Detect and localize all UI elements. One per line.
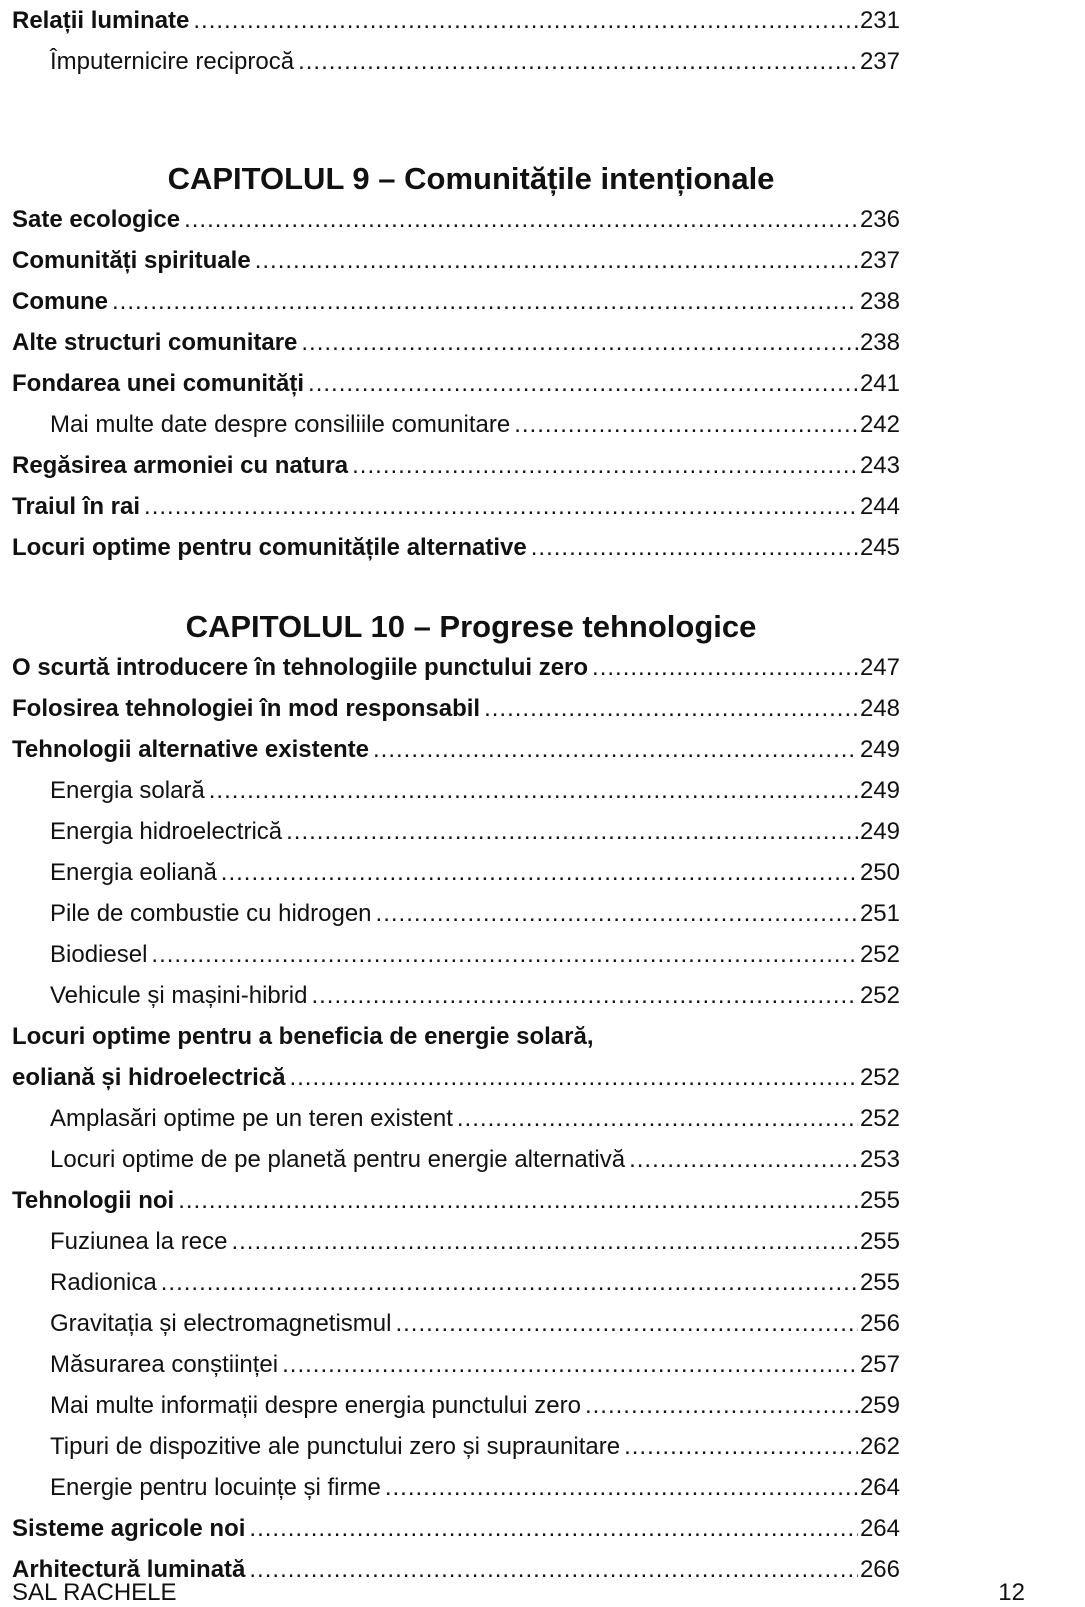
toc-entry-label: Radionica [50,1269,157,1296]
chapter-9-title: CAPITOLUL 9 – Comunitățile intenționale [167,161,775,196]
toc-entry-label: Energia eoliană [50,859,217,886]
dot-leader [161,1262,858,1303]
toc-entry-wrapped-line2 [12,1057,900,1098]
toc-entry-page: 249 [859,818,900,845]
toc-entry-label: Vehicule și mașini-hibrid [50,982,308,1009]
toc-entry-page: 264 [859,1515,900,1542]
toc-entry-label: Gravitația și electromagnetismul [50,1310,392,1337]
toc-entry-label: Locuri optime pentru comunitățile alternative [12,534,527,561]
toc-entry [12,975,900,1016]
toc-entry-label: Amplasări optime pe un teren existent [50,1105,453,1132]
toc-entry [12,893,900,934]
toc-entry [12,445,900,486]
footer-page-number: 12 [998,1579,1025,1606]
dot-leader [385,1467,858,1508]
toc-entry-label: Sisteme agricole noi [12,1515,246,1542]
toc-entry-page: 247 [859,654,900,681]
toc-entry [12,647,900,688]
dot-leader [585,1385,858,1426]
toc-entry [12,0,900,41]
dot-leader [231,1221,858,1262]
toc-entry-label: Pile de combustie cu hidrogen [50,900,372,927]
toc-entry [12,1262,900,1303]
dot-leader [144,486,858,527]
dot-leader [282,1344,858,1385]
dot-leader [249,1549,858,1590]
footer-author: SAL RACHELE [12,1579,177,1606]
chapter-10-title: CAPITOLUL 10 – Progrese tehnologice [185,609,757,644]
toc-entry [12,688,900,729]
toc-entry [12,1139,900,1180]
toc-entry [12,1385,900,1426]
dot-leader [484,688,858,729]
toc-entry-label: Tehnologii noi [12,1187,175,1214]
dot-leader [531,527,858,568]
toc-entry-page: 256 [859,1310,900,1337]
toc-entry-page: 238 [859,288,900,315]
toc-entry-page: 262 [859,1433,900,1460]
toc-entry-label: Mai multe informații despre energia punctului zero [50,1392,581,1419]
toc-entry-label: Energia hidroelectrică [50,818,283,845]
table-of-contents [12,0,900,1590]
toc-entry-page: 237 [859,48,900,75]
toc-entry-page: 257 [859,1351,900,1378]
toc-entry-page: 231 [859,7,900,34]
toc-entry-label: Biodiesel [50,941,148,968]
dot-leader [151,934,858,975]
toc-entry-label: Mai multe date despre consiliile comunitare [50,411,511,438]
toc-entry [12,363,900,404]
toc-entry-page: 245 [859,534,900,561]
toc-entry [12,729,900,770]
toc-entry-label: Fondarea unei comunități [12,370,305,397]
toc-entry-label: Alte structuri comunitare [12,329,298,356]
dot-leader [184,199,858,240]
toc-entry-page: 255 [859,1269,900,1296]
toc-entry-label: Sate ecologice [12,206,181,233]
dot-leader [221,852,858,893]
toc-entry [12,934,900,975]
toc-entry-page: 252 [859,1064,900,1091]
toc-entry [12,770,900,811]
dot-leader [112,281,858,322]
toc-entry [12,1426,900,1467]
dot-leader [178,1180,858,1221]
toc-entry-page: 249 [859,777,900,804]
toc-entry-label: Traiul în rai [12,493,141,520]
toc-entry [12,240,900,281]
toc-entry-label: Împuternicire reciprocă [50,48,295,75]
dot-leader [592,647,858,688]
dot-leader [289,1057,858,1098]
dot-leader [249,1508,858,1549]
toc-entry-page: 249 [859,736,900,763]
toc-entry-page: 241 [859,370,900,397]
toc-entry [12,322,900,363]
toc-entry [12,1467,900,1508]
toc-entry-label: Tehnologii alternative existente [12,736,369,763]
toc-entry-label: Comunități spirituale [12,247,251,274]
dot-leader [514,404,858,445]
toc-entry [12,811,900,852]
toc-entry-label: Măsurarea conștiinței [50,1351,279,1378]
toc-entry-page: 264 [859,1474,900,1501]
dot-leader [376,893,858,934]
toc-entry [12,486,900,527]
toc-entry-page: 266 [859,1556,900,1583]
toc-entry [12,1344,900,1385]
dot-leader [629,1139,858,1180]
toc-entry [12,41,900,82]
dot-leader [193,0,858,41]
toc-entry-page: 255 [859,1228,900,1255]
dot-leader [457,1098,858,1139]
toc-section-chapter-10 [12,647,900,1590]
toc-entry-wrapped-line1 [12,1016,900,1057]
toc-entry-page: 248 [859,695,900,722]
toc-entry-label: Locuri optime de pe planetă pentru energie alternativă [50,1146,626,1173]
toc-entry-page: 252 [859,982,900,1009]
toc-entry-page: 252 [859,941,900,968]
toc-entry-page: 259 [859,1392,900,1419]
toc-entry-label: Regăsirea armoniei cu natura [12,452,349,479]
toc-entry [12,1303,900,1344]
toc-entry [12,281,900,322]
dot-leader [308,363,858,404]
toc-entry [12,1098,900,1139]
toc-entry-page: 238 [859,329,900,356]
toc-entry-page: 255 [859,1187,900,1214]
dot-leader [395,1303,857,1344]
toc-entry-page: 251 [859,900,900,927]
toc-entry [12,1221,900,1262]
dot-leader [286,811,858,852]
toc-entry-label: Comune [12,288,108,315]
toc-section-chapter-9 [12,199,900,568]
toc-entry-label: Arhitectură luminată [12,1556,246,1583]
toc-entry-page: 253 [859,1146,900,1173]
toc-entry [12,199,900,240]
toc-entry-page: 237 [859,247,900,274]
toc-entry-label: Energia solară [50,777,205,804]
toc-entry-label: Relații luminate [12,7,190,34]
toc-entry-page: 242 [859,411,900,438]
dot-leader [301,322,858,363]
dot-leader [311,975,858,1016]
dot-leader [209,770,858,811]
dot-leader [373,729,858,770]
toc-entry-page: 243 [859,452,900,479]
toc-entry-label: Tipuri de dispozitive ale punctului zero și supraunitare [50,1433,621,1460]
dot-leader [255,240,858,281]
toc-entry-page: 250 [859,859,900,886]
toc-entry [12,852,900,893]
toc-entry [12,404,900,445]
toc-entry-label: Folosirea tehnologiei în mod responsabil [12,695,481,722]
toc-entry [12,1180,900,1221]
toc-entry-label: O scurtă introducere în tehnologiile punctului zero [12,654,589,681]
toc-entry-page: 236 [859,206,900,233]
dot-leader [624,1426,858,1467]
toc-entry-label: Fuziunea la rece [50,1228,228,1255]
toc-entry-label: eoliană și hidroelectrică [12,1064,286,1091]
toc-entry [12,527,900,568]
dot-leader [352,445,858,486]
dot-leader [298,41,858,82]
toc-entry [12,1508,900,1549]
toc-entry-page: 252 [859,1105,900,1132]
toc-entry-label: Energie pentru locuințe și firme [50,1474,381,1501]
toc-entry-page: 244 [859,493,900,520]
toc-section-top [12,0,900,82]
toc-entry-label: Locuri optime pentru a beneficia de energie solară, [12,1023,594,1050]
